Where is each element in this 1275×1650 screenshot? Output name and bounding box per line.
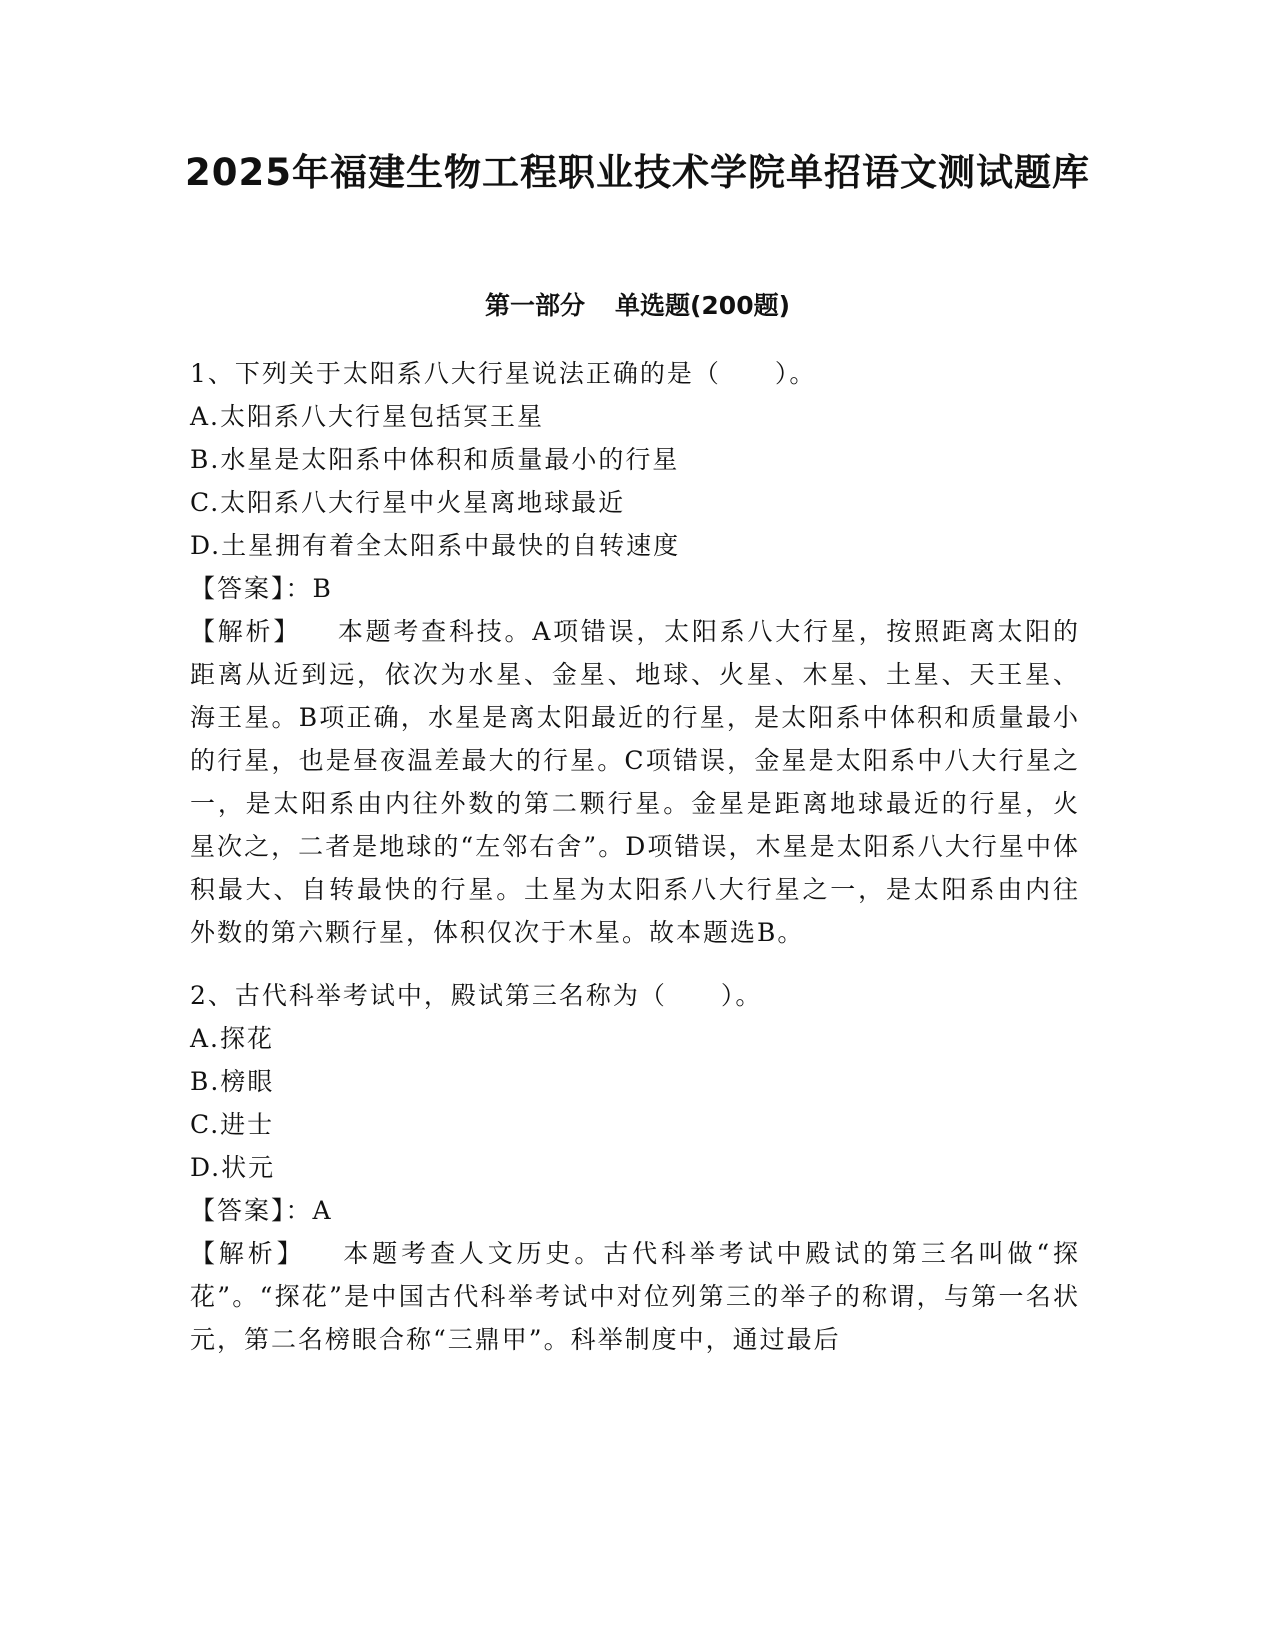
option-c: C.太阳系八大行星中火星离地球最近	[190, 488, 626, 517]
answer-line	[190, 567, 1080, 610]
option-b: B.水星是太阳系中体积和质量最小的行星	[190, 445, 680, 474]
option-c: C.进士	[190, 1110, 275, 1139]
option-d: D.状元	[190, 1153, 276, 1182]
answer-tag: 【答案】：	[190, 574, 313, 603]
answer-tag: 【答案】：	[190, 1196, 313, 1225]
section-title	[0, 288, 1275, 324]
answer-value: B	[312, 574, 333, 603]
question-1	[190, 352, 1080, 954]
question-list	[190, 352, 1080, 1361]
question-stem: 1、下列关于太阳系八大行星说法正确的是（ ）。	[190, 359, 817, 388]
section-part: 第一部分	[484, 291, 585, 320]
answer-value: A	[312, 1196, 333, 1225]
analysis-tag: 【解析】	[190, 1239, 306, 1268]
analysis-paragraph	[190, 610, 1080, 954]
option-a: A.太阳系八大行星包括冥王星	[190, 402, 545, 431]
section-name: 单选题(200题)	[614, 291, 791, 320]
document-title: 2025年福建生物工程职业技术学院单招语文测试题库	[185, 151, 1090, 194]
analysis-text: 本题考查科技。A项错误，太阳系八大行星，按照距离太阳的距离从近到远，依次为水星、金星、地球、火星、木星、土星、天王星、海王星。B项正确，水星是离太阳最近的行星，是太阳系中体积和质量最小的行星，也是昼夜温差最大的行星。C项错误，金星是太阳系中八大行星之一，是太阳系由内往外数的第二颗行星。金星是距离地球最近的行星，火星次之，二者是地球的“左邻右舍”。D项错误，木星是太阳系八大行星中体积最大、自转最快的行星。土星为太阳系八大行星之一，是太阳系由内往外数的第六颗行星，体积仅次于木星。故本题选B。	[190, 617, 1080, 947]
option-a: A.探花	[190, 1024, 275, 1053]
analysis-tag: 【解析】	[190, 617, 302, 646]
answer-line	[190, 1189, 1080, 1232]
question-2	[190, 974, 1080, 1361]
option-b: B.榜眼	[190, 1067, 275, 1096]
analysis-text: 本题考查人文历史。古代科举考试中殿试的第三名叫做“探花”。“探花”是中国古代科举考试中对位列第三的举子的称谓，与第一名状元，第二名榜眼合称“三鼎甲”。科举制度中，通过最后	[190, 1239, 1080, 1354]
option-d: D.土星拥有着全太阳系中最快的自转速度	[190, 531, 681, 560]
question-stem: 2、古代科举考试中，殿试第三名称为（ ）。	[190, 981, 763, 1010]
analysis-paragraph	[190, 1232, 1080, 1361]
